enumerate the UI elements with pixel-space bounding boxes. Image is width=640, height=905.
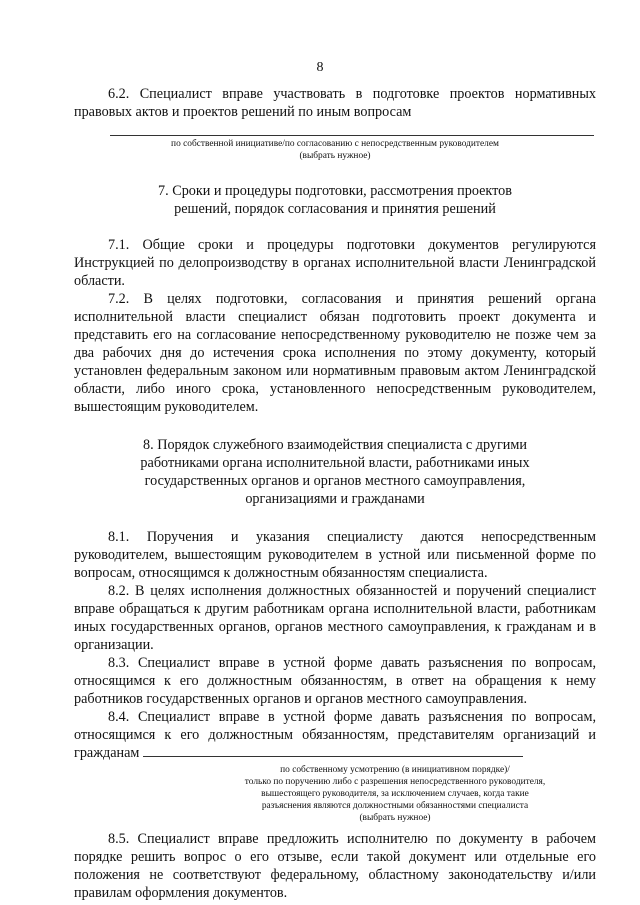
hint-line: только по поручению либо с разрешения непосредственного руководителя, [244, 777, 546, 787]
paragraph-8-3: 8.3. Специалист вправе в устной форме давать разъяснения по вопросам, относящимся к его должностным обязанностям, в ответ на обращения к нему работников государственных органов и органов местного самоуправления. [74, 655, 596, 707]
paragraph-7-1: 7.1. Общие сроки и процедуры подготовки документов регулируются Инструкцией по делопроизводству в органах исполнительной власти Ленинградской области. [74, 237, 596, 289]
fill-in-blank [143, 744, 523, 757]
hint-line: по собственной инициативе/по согласованию с непосредственным руководителем [171, 139, 499, 149]
section-7-title [74, 182, 596, 218]
paragraph-8-1: 8.1. Поручения и указания специалисту даются непосредственным руководителем, вышестоящим руководителем в устной или письменной форме по вопросам, относящимся к должностным обязанностям специалиста. [74, 529, 596, 581]
heading-line: государственных органов и органов местного самоуправления, [144, 473, 526, 489]
hint-line: (выбрать нужное) [359, 813, 431, 823]
paragraph-8-2: 8.2. В целях исполнения должностных обязанностей и поручений специалист вправе обращаться к другим работникам органа исполнительной власти, работникам иных государственных органов, органов местного самоуправления, к гражданам и в организации. [74, 583, 596, 653]
hint-8-4 [74, 764, 596, 824]
heading-line: работниками органа исполнительной власти, работниками иных [140, 455, 530, 471]
heading-line: решений, порядок согласования и принятия решений [174, 201, 496, 217]
hint-6-2 [74, 138, 596, 162]
heading-line: организациями и гражданами [245, 491, 425, 507]
fill-in-line [110, 121, 594, 136]
paragraph-8-4-text: 8.4. Специалист вправе в устной форме давать разъяснения по вопросам, относящимся к его должностным обязанностям, представителям организаций и гражданам [74, 709, 596, 761]
document-body [74, 85, 596, 902]
paragraph-6-2: 6.2. Специалист вправе участвовать в подготовке проектов нормативных правовых актов и проектов решений по иным вопросам [74, 86, 596, 120]
hint-line: вышестоящего руководителя, за исключением случаев, когда такие [261, 789, 529, 799]
hint-line: (выбрать нужное) [299, 151, 371, 161]
paragraph-8-4 [74, 708, 596, 762]
heading-line: 8. Порядок служебного взаимодействия специалиста с другими [143, 437, 527, 453]
hint-line: по собственному усмотрению (в инициативном порядке)/ [280, 765, 510, 775]
hint-line: разъяснения являются должностными обязанностями специалиста [261, 801, 529, 811]
page-number: 8 [316, 60, 324, 75]
heading-line: 7. Сроки и процедуры подготовки, рассмотрения проектов [158, 183, 512, 199]
paragraph-8-5: 8.5. Специалист вправе предложить исполнителю по документу в рабочем порядке решить вопрос о его отзыве, если такой документ или отдельные его положения не соответствуют федеральному, областному законодательству и/или правилам оформления документов. [74, 831, 596, 901]
paragraph-7-2: 7.2. В целях подготовки, согласования и принятия решений органа исполнительной власти специалист обязан подготовить проект документа и представить его на согласование непосредственному руководителю не позже чем за два рабочих дня до истечения срока исполнения по этому документу, который установлен федеральным законом или нормативным правовым актом Ленинградской области, либо иного срока, установленного непосредственным руководителем, вышестоящим руководителем. [74, 291, 596, 415]
section-8-title [74, 436, 596, 508]
